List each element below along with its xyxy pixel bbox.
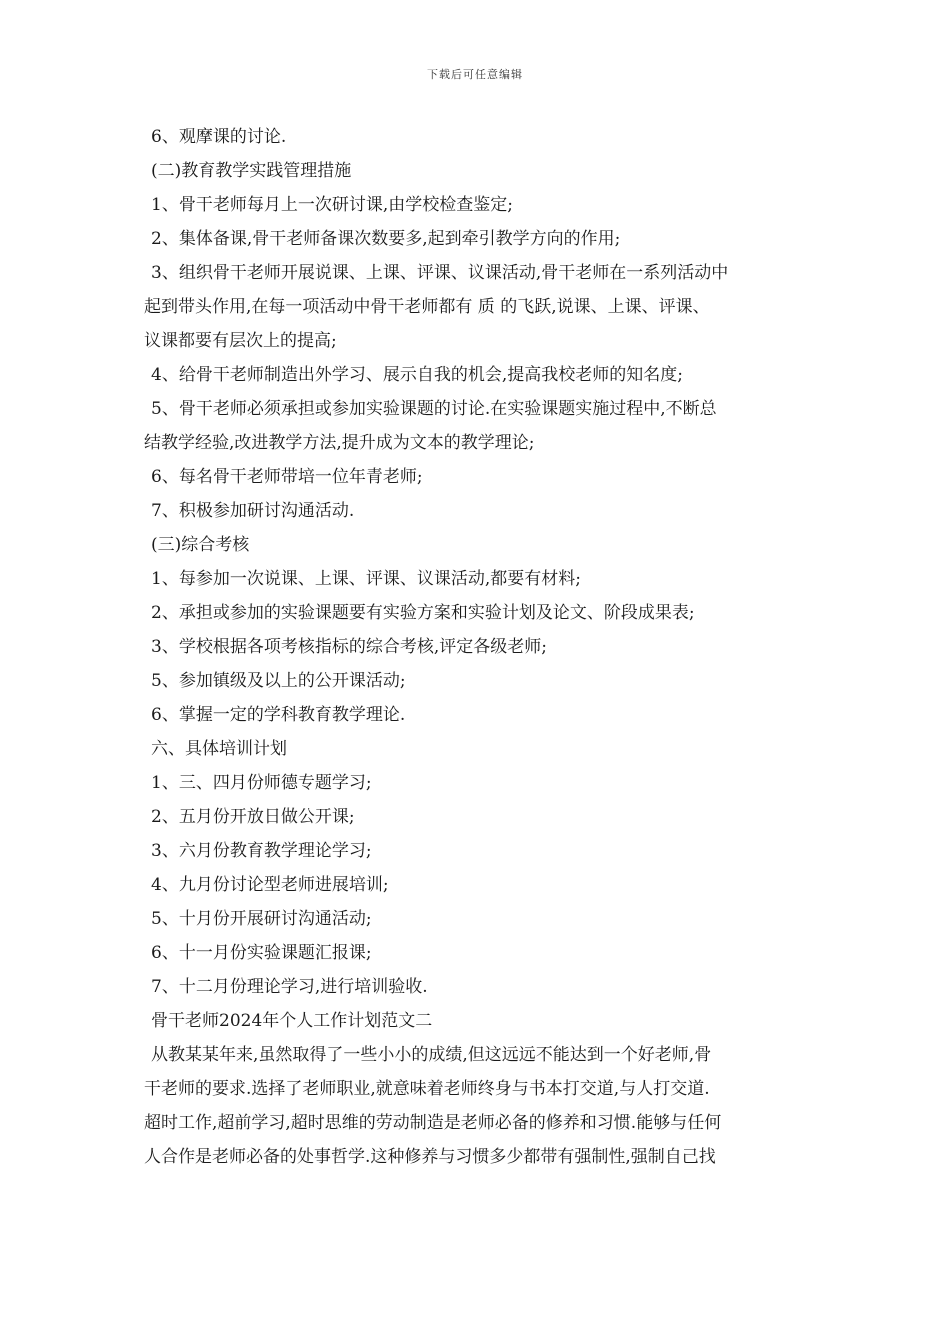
text-line: 结教学经验,改进教学方法,提升成为文本的教学理论; (144, 433, 535, 453)
text-line: 2、承担或参加的实验课题要有实验方案和实验计划及论文、阶段成果表; (151, 603, 695, 623)
text-line: 5、十月份开展研讨沟通活动; (151, 909, 372, 929)
text-line: 6、每名骨干老师带培一位年青老师; (151, 467, 423, 487)
page-header-note: 下载后可任意编辑 (427, 68, 523, 81)
text-line: 3、学校根据各项考核指标的综合考核,评定各级老师; (151, 637, 547, 657)
text-line: 6、观摩课的讨论. (151, 127, 287, 147)
text-line: 3、组织骨干老师开展说课、上课、评课、议课活动,骨干老师在一系列活动中 (151, 263, 729, 283)
section-heading: 六、具体培训计划 (151, 739, 287, 759)
document-body (144, 120, 808, 1174)
text-line: 6、十一月份实验课题汇报课; (151, 943, 372, 963)
text-line: 7、积极参加研讨沟通活动. (151, 501, 355, 521)
text-line: 2、五月份开放日做公开课; (151, 807, 355, 827)
text-line: 2、集体备课,骨干老师备课次数要多,起到牵引教学方向的作用; (151, 229, 621, 249)
text-line: 1、每参加一次说课、上课、评课、议课活动,都要有材料; (151, 569, 581, 589)
text-line: 起到带头作用,在每一项活动中骨干老师都有 质 的飞跃,说课、上课、评课、 (144, 297, 710, 317)
section-heading: (二)教育教学实践管理措施 (151, 161, 352, 181)
text-line: 5、参加镇级及以上的公开课活动; (151, 671, 406, 691)
text-line: 1、骨干老师每月上一次研讨课,由学校检查鉴定; (151, 195, 513, 215)
text-line: 从教某某年来,虽然取得了一些小小的成绩,但这远远不能达到一个好老师,骨 (151, 1045, 712, 1065)
text-line: 4、九月份讨论型老师进展培训; (151, 875, 389, 895)
section-heading: 骨干老师2024年个人工作计划范文二 (151, 1011, 433, 1031)
text-line: 人合作是老师必备的处事哲学.这种修养与习惯多少都带有强制性,强制自己找 (144, 1147, 716, 1167)
text-line: 超时工作,超前学习,超时思维的劳动制造是老师必备的修养和习惯.能够与任何 (144, 1113, 722, 1133)
section-heading: (三)综合考核 (151, 535, 250, 555)
text-line: 1、三、四月份师德专题学习; (151, 773, 372, 793)
text-line: 4、给骨干老师制造出外学习、展示自我的机会,提高我校老师的知名度; (151, 365, 683, 385)
text-line: 6、掌握一定的学科教育教学理论. (151, 705, 406, 725)
text-line: 3、六月份教育教学理论学习; (151, 841, 372, 861)
text-line: 7、十二月份理论学习,进行培训验收. (151, 977, 428, 997)
text-line: 议课都要有层次上的提高; (144, 331, 337, 351)
text-line: 5、骨干老师必须承担或参加实验课题的讨论.在实验课题实施过程中,不断总 (151, 399, 717, 419)
text-line: 干老师的要求.选择了老师职业,就意味着老师终身与书本打交道,与人打交道. (144, 1079, 710, 1099)
